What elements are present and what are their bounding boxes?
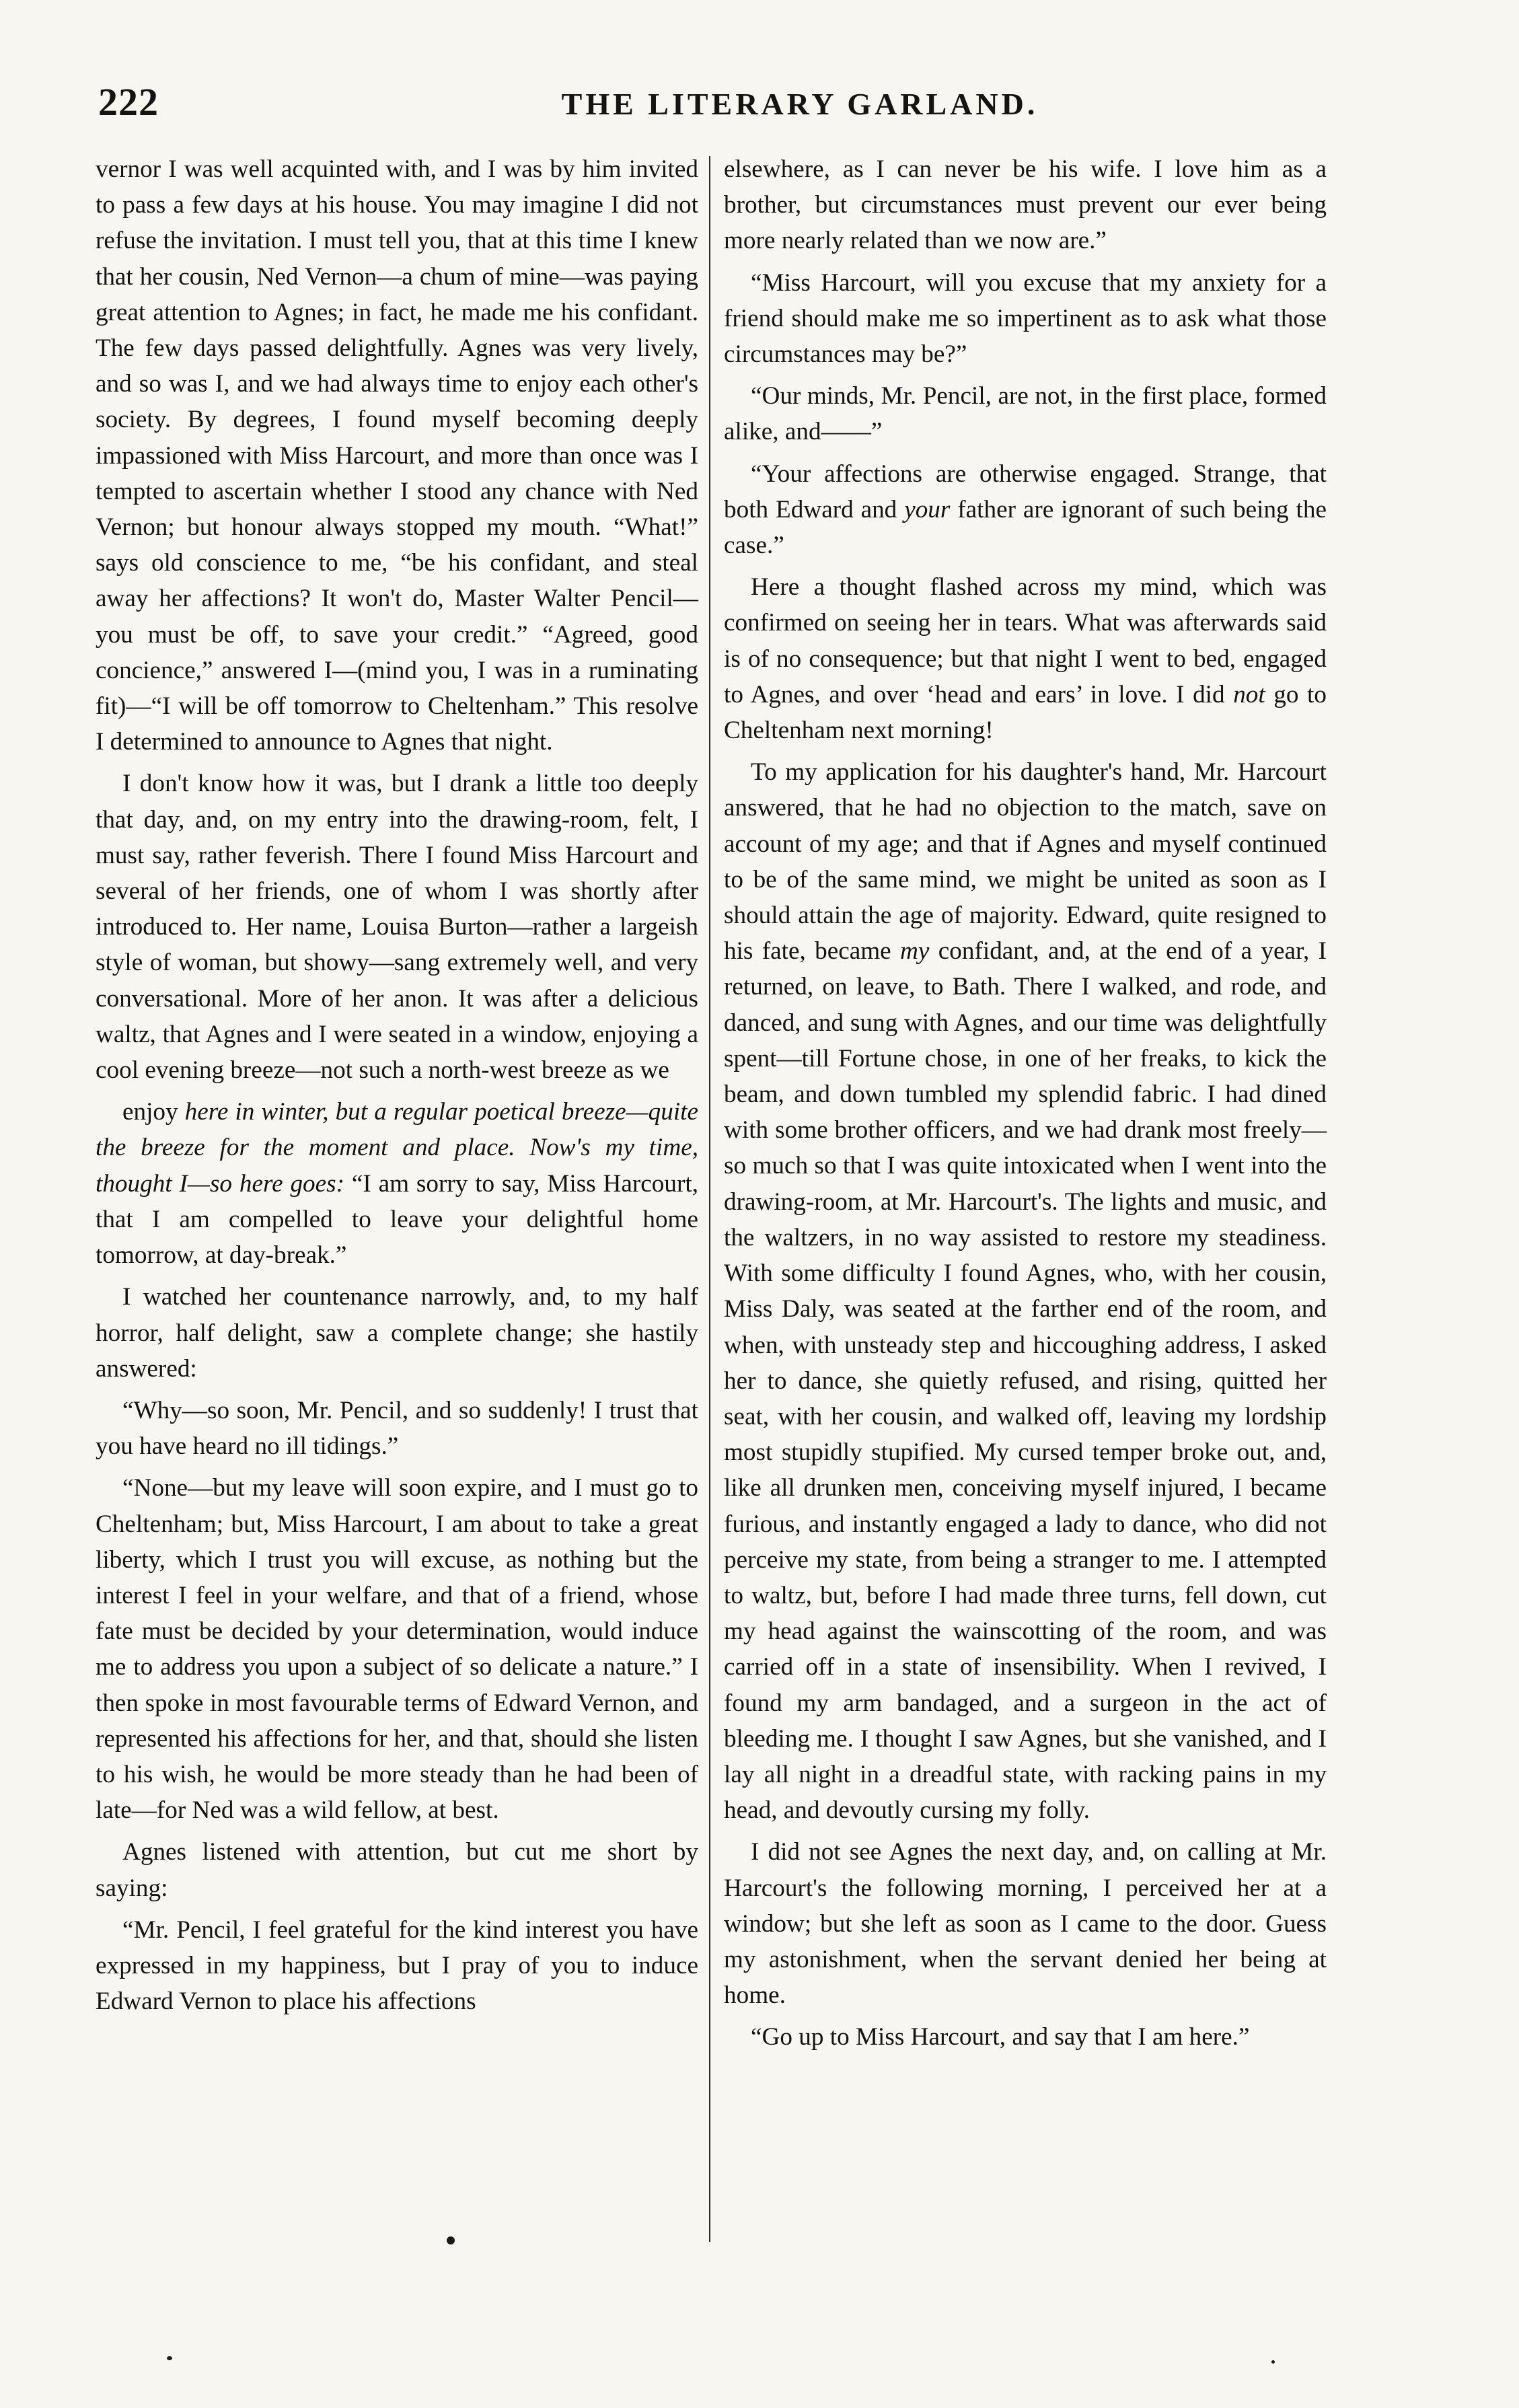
page-number: 222 (98, 80, 159, 124)
italic-text: your (904, 495, 951, 523)
paragraph: Agnes listened with attention, but cut me short by saying: (96, 1838, 698, 1902)
text-run: confidant, and, at the end of a year, I returned, on leave, to Bath. There I walked, and rode, and danced, and sung with Agnes, and our time was delightfully spent—till Fortune chose, in one of her freaks, to kick the beam, and down tumbled my splendid fabric. I had dined with some brother officers, and we had drank most freely—so much so that I was quite intoxicated when I went into the drawing-room, at Mr. Harcourt's. The lights and music, and the waltzers, in no way assisted to restore my steadiness. With some difficulty I found Agnes, who, with her cousin, Miss Daly, was seated at the farther end of the room, and when, with unsteady step and hiccoughing address, I asked her to dance, she quietly refused, and rising, quitted her seat, with her cousin, and walked off, leaving my lordship most stupidly stupified. My cursed temper broke out, and, like all drunken men, conceiving myself injured, I became furious, and instantly engaged a lady to dance, who did not perceive my state, from being a stranger to me. I attempted to waltz, but, before I had made three turns, fell down, cut my head against the wainscotting of the room, and was carried off in a state of insensibility. When I revived, I found my arm bandaged, and a surgeon in the act of bleeding me. I thought I saw Agnes, but she vanished, and I lay all night in a dreadful state, with racking pains in my head, and devoutly cursing my folly. (724, 937, 1327, 1825)
text-run: enjoy (122, 1098, 178, 1126)
column-divider (709, 156, 710, 2242)
right-column (724, 151, 1327, 2055)
paragraph: “Why—so soon, Mr. Pencil, and so suddenly! I trust that you have heard no ill tidings.” (96, 1396, 698, 1461)
paragraph: I don't know how it was, but I drank a little too deeply that day, and, on my entry into the drawing-room, felt, I must say, rather feverish. There I found Miss Harcourt and several of her friends, one of whom I was shortly after introduced to. Her name, Louisa Burton—rather a largeish style of woman, but showy—sang extremely well, and very conversational. More of her anon. It was after a delicious waltz, that Agnes and I were seated in a window, enjoying a cool evening breeze—not such a north-west breeze as we (96, 770, 698, 1085)
text-run: To my application for his daughter's hand, Mr. Harcourt answered, that he had no objection to the match, save on account of my age; and that if Agnes and myself continued to be of the same mind, we might be united as soon as I should attain the age of majority. Edward, quite resigned to his fate, became (724, 758, 1327, 965)
ink-speck (447, 2236, 455, 2245)
paragraph: I did not see Agnes the next day, and, on calling at Mr. Harcourt's the following morning, I perceived her at a window; but she left as soon as I came to the door. Guess my astonishment, when the servant denied her being at home. (724, 1838, 1327, 2010)
text-run: “Your affections are otherwise engaged. Strange, that both Edward and (724, 460, 1327, 523)
paragraph (724, 754, 1327, 1828)
text-run: father are ignorant of such being the case.” (724, 495, 1327, 560)
running-title: THE LITERARY GARLAND. (561, 87, 1039, 121)
ink-speck (1271, 2360, 1275, 2364)
paragraph: “Mr. Pencil, I feel grateful for the kind interest you have expressed in my happiness, but I pray of you to induce Edward Vernon to place his affections (96, 1916, 698, 2016)
paragraph (724, 569, 1327, 748)
paragraph (96, 1094, 698, 1273)
ink-speck (167, 2356, 172, 2360)
paragraph: I watched her countenance narrowly, and, to my half horror, half delight, saw a complete change; she hastily answered: (96, 1283, 698, 1383)
text-run: go to Cheltenham next morning! (724, 680, 1327, 745)
paragraph: vernor I was well acquinted with, and I was by him invited to pass a few days at his house. You may imagine I did not refuse the invitation. I must tell you, that at this time I knew that her cousin, Ned Vernon—a chum of mine—was paying great attention to Agnes; in fact, he made me his confidant. The few days passed delightfully. Agnes was very lively, and so was I, and we had always time to enjoy each other's society. By degrees, I found myself becoming deeply impassioned with Miss Harcourt, and more than once was I tempted to ascertain whether I stood any chance with Ned Vernon; but honour always stopped my mouth. “What!” says old conscience to me, “be his confidant, and steal away her affections? It won't do, Master Walter Pencil—you must be off, to save your credit.” “Agreed, good concience,” answered I—(mind you, I was in a ruminating fit)—“I will be off tomorrow to Cheltenham.” This resolve I determined to announce to Agnes that night. (96, 155, 698, 756)
left-column (96, 151, 698, 2025)
paragraph (724, 456, 1327, 564)
paragraph: “Our minds, Mr. Pencil, are not, in the first place, formed alike, and——” (724, 382, 1327, 446)
italic-text: not (1233, 680, 1265, 708)
text-run: Here a thought flashed across my mind, which was confirmed on seeing her in tears. What was afterwards said is of no consequence; but that night I went to bed, engaged to Agnes, and over ‘head and ears’ in love. I did (724, 573, 1327, 708)
italic-text: here in winter, but a regular poetical breeze—quite the breeze for the moment and place. Now's my time, thought I—so here goes: (96, 1098, 699, 1198)
paragraph: “None—but my leave will soon expire, and I must go to Cheltenham; but, Miss Harcourt, I am about to take a great liberty, which I trust you will excuse, as nothing but the interest I feel in your welfare, and that of a friend, whose fate must be decided by your determination, would induce me to address you upon a subject of so delicate a nature.” I then spoke in most favourable terms of Edward Vernon, and represented his affections for her, and that, should she listen to his wish, he would be more steady than he had been of late—for Ned was a wild fellow, at best. (96, 1474, 698, 1825)
text-run: “I am sorry to say, Miss Harcourt, that I am compelled to leave your delightful home tomorrow, at day-break.” (96, 1169, 698, 1270)
italic-text: my (900, 937, 930, 965)
paragraph: “Miss Harcourt, will you excuse that my anxiety for a friend should make me so impertinent as to ask what those circumstances may be?” (724, 268, 1327, 369)
paragraph: elsewhere, as I can never be his wife. I love him as a brother, but circumstances must prevent our ever being more nearly related than we now are.” (724, 155, 1327, 255)
paragraph: “Go up to Miss Harcourt, and say that I am here.” (751, 2023, 1250, 2051)
